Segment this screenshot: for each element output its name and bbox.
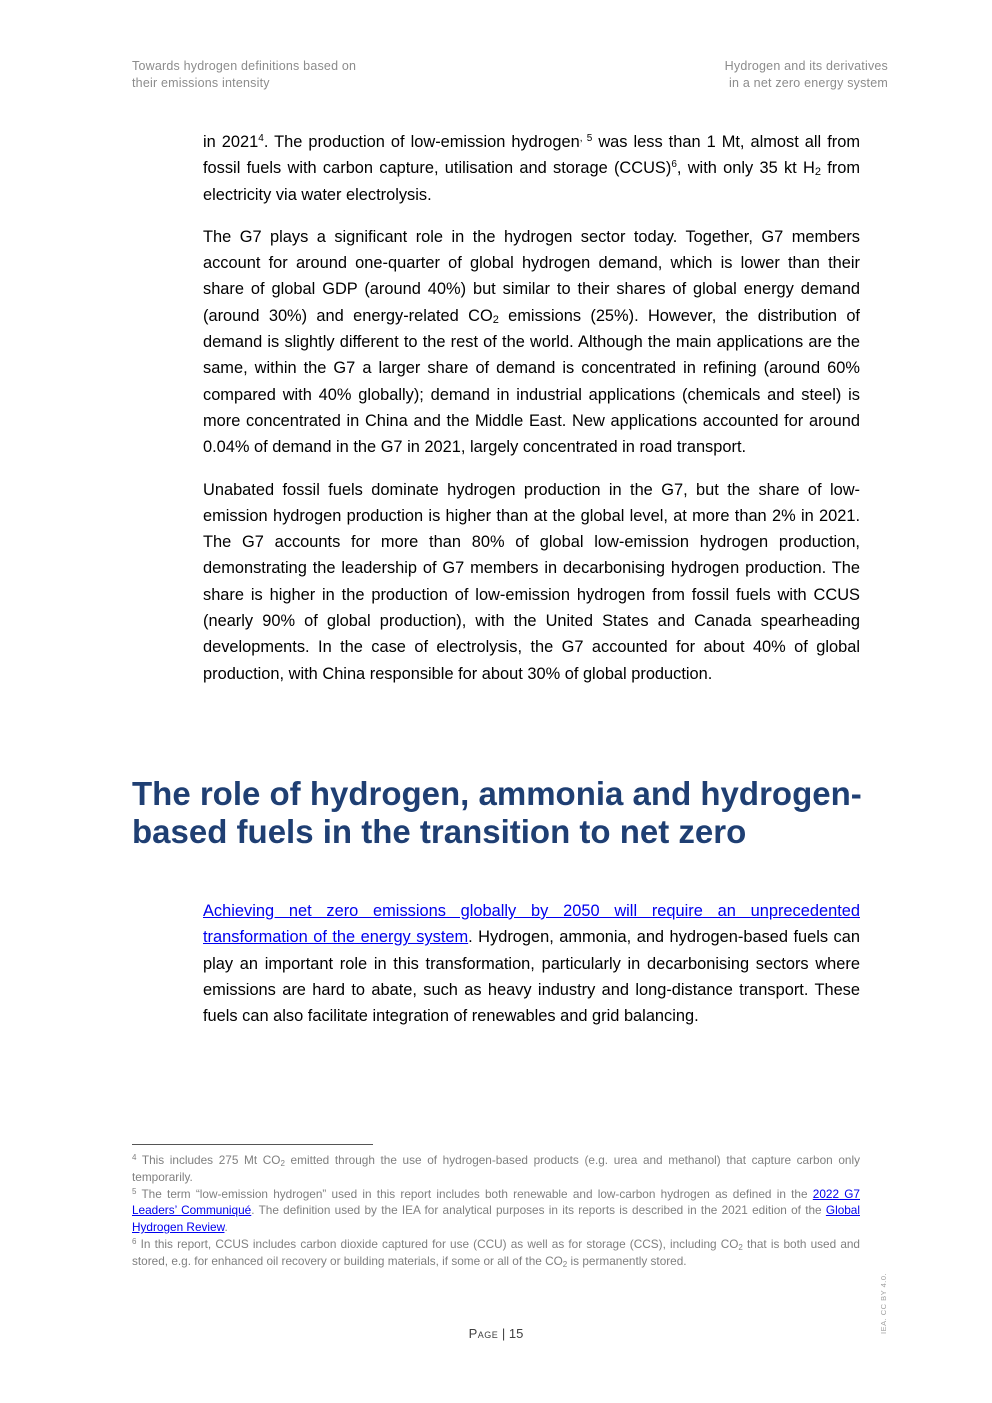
footnote-number: 6 <box>132 1236 137 1246</box>
footnote-6 <box>132 1236 860 1270</box>
running-header-left <box>132 58 356 92</box>
text-run: The term “low-emission hydrogen” used in this report includes both renewable and low-carbon hydrogen as defined in the <box>136 1186 813 1201</box>
text-run: . The production of low-emission hydrogen <box>263 133 580 151</box>
page-number <box>0 1326 992 1341</box>
footnote-4 <box>132 1152 860 1186</box>
paragraph-2 <box>203 224 860 461</box>
page-number-value: 15 <box>508 1326 524 1341</box>
footnote-number: 5 <box>132 1186 137 1196</box>
page-label: Page <box>468 1326 499 1341</box>
footnote-separator <box>132 1144 373 1145</box>
footnote-ref-6[interactable]: 6 <box>671 159 677 171</box>
text-run: emitted through the use of hydrogen-based products (e.g. urea and methanol) that capture carbon only temporarily. <box>132 1153 860 1184</box>
global-hydrogen-review-link[interactable]: Global Hydrogen Review <box>132 1203 860 1235</box>
text-run: that is both used and stored, e.g. for enhanced oil recovery or building materials, if some or all of the CO <box>132 1236 860 1268</box>
text-run: In this report, CCUS includes carbon dioxide captured for use (CCU) as well as for storage (CCS), including CO <box>136 1236 739 1251</box>
text-run: . <box>224 1220 228 1235</box>
text-run: . Hydrogen, ammonia, and hydrogen-based fuels can play an important role in this transformation, particularly in decarbonising sectors where emissions are hard to abate, such as heavy industry and long-distance transport. These fuels can also facilitate integration of renewables and grid balancing. <box>203 928 860 1026</box>
footnote-number: 4 <box>132 1153 137 1162</box>
text-run: from electricity via water electrolysis. <box>203 159 861 204</box>
text-run: This includes 275 Mt CO <box>136 1153 281 1167</box>
subscript: 2 <box>492 313 499 326</box>
subscript: 2 <box>738 1242 743 1252</box>
section-paragraph-1 <box>203 898 860 1029</box>
net-zero-link[interactable]: Achieving net zero emissions globally by 2050 will require an unprecedented transformation of the energy system <box>203 902 860 947</box>
text-run: in 2021 <box>203 133 259 151</box>
license-notice <box>879 1272 893 1334</box>
subscript: 2 <box>280 1159 285 1168</box>
text-run: was less than 1 Mt, almost all from fossil fuels with carbon capture, utilisation and storage (CCUS) <box>203 133 860 178</box>
license-text: IEA. CC BY 4.0. <box>879 1272 888 1334</box>
footnote-ref-5[interactable]: , 5 <box>579 133 593 144</box>
header-right-line1: Hydrogen and its derivatives <box>724 59 888 73</box>
text-run: . The definition used by the IEA for analytical purposes in its reports is described in the 2021 edition of the <box>251 1203 826 1218</box>
page-separator: | <box>498 1326 509 1341</box>
subscript: 2 <box>814 166 821 179</box>
header-left-line1: Towards hydrogen definitions based on <box>132 59 357 73</box>
subscript: 2 <box>562 1259 568 1269</box>
paragraph-1 <box>203 129 860 208</box>
body-text-top <box>203 129 860 703</box>
footnote-ref-4[interactable]: 4 <box>258 133 264 144</box>
text-run: emissions (25%). However, the distribution of demand is slightly different to the rest of the world. Although the main applications are the same, within the G7 a larger share of demand is concentrated in refining (around 60% compared with 40% globally); demand in industrial applications (chemicals and steel) is more concentrated in China and the Middle East. New applications accounted for around 0.04% of demand in the G7 in 2021, largely concentrated in road transport. <box>203 306 860 457</box>
text-run: , with only 35 kt H <box>676 159 815 178</box>
text-run: is permanently stored. <box>567 1253 687 1268</box>
footnote-5 <box>132 1186 860 1236</box>
text-run: The G7 plays a significant role in the hydrogen sector today. Together, G7 members account for around one-quarter of global hydrogen demand, which is lower than their share of global GDP (around 40%) but similar to their shares of global energy demand (around 30%) and energy-related CO <box>203 227 860 325</box>
paragraph-3: Unabated fossil fuels dominate hydrogen production in the G7, but the share of low-emission hydrogen production is higher than at the global level, at more than 2% in 2021. The G7 accounts for more than 80% of global low-emission hydrogen production, demonstrating the leadership of G7 members in decarbonising hydrogen production. The share is higher in the production of low-emission hydrogen from fossil fuels with CCUS (nearly 90% of global production), with the United States and Canada spearheading developments. In the case of electrolysis, the G7 accounted for about 40% of global production, with China responsible for about 30% of global production. <box>203 480 860 683</box>
header-left-line2: their emissions intensity <box>132 76 270 90</box>
section-heading: The role of hydrogen, ammonia and hydrogen-based fuels in the transition to net zero <box>132 775 862 850</box>
running-header-right <box>725 58 888 92</box>
footnotes <box>132 1152 860 1270</box>
body-text-section <box>203 898 860 1045</box>
header-right-line2: in a net zero energy system <box>729 76 888 90</box>
g7-communique-link[interactable]: 2022 G7 Leaders’ Communiqué <box>132 1186 860 1218</box>
